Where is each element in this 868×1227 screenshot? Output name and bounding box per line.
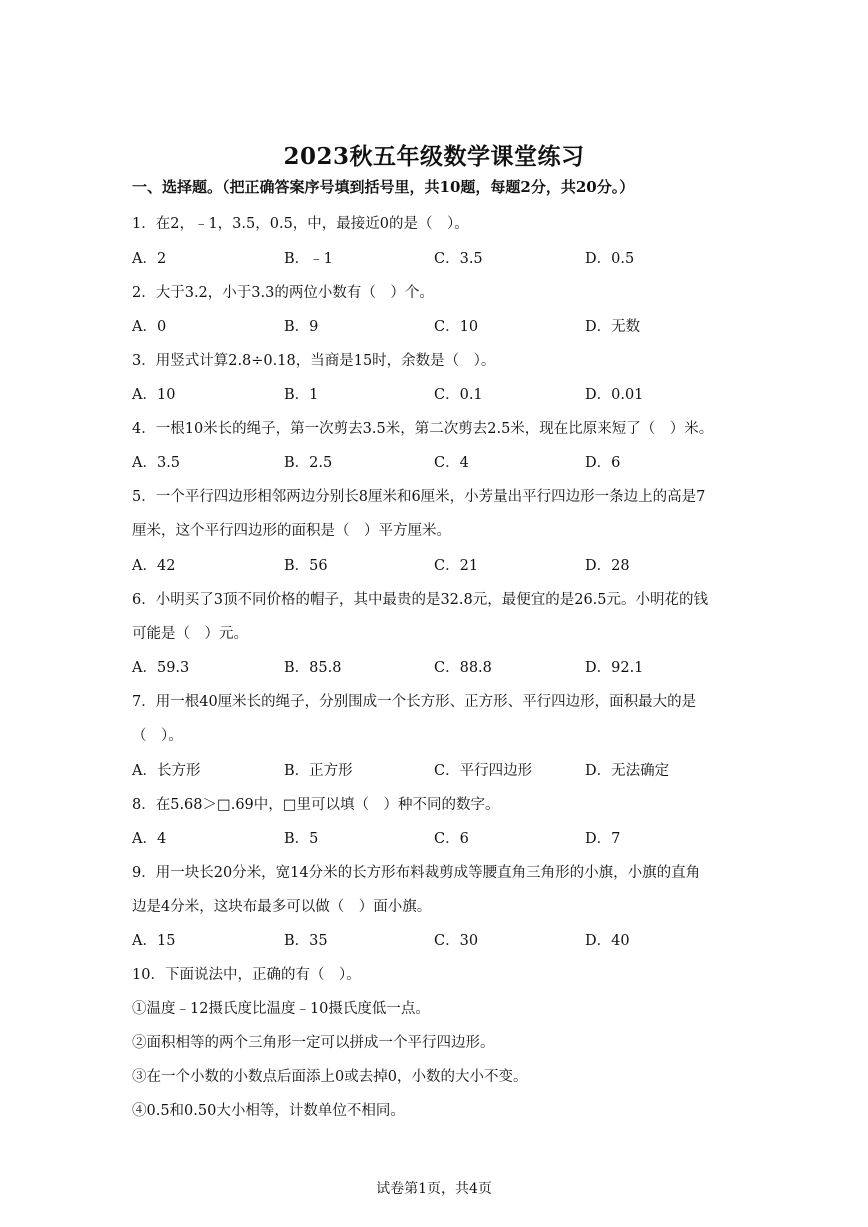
question-6: 6．小明买了3顶不同价格的帽子，其中最贵的是32.8元，最便宜的是26.5元。小明花的钱 — [132, 592, 709, 608]
option-d: D．28 — [585, 558, 630, 574]
option-a: A．10 — [132, 387, 176, 403]
page-title: 2023秋五年级数学课堂练习 — [283, 143, 585, 170]
option-b: B．9 — [284, 319, 319, 335]
option-a: A．4 — [132, 831, 167, 847]
question-7-continued: （ ）。 — [132, 728, 183, 744]
option-c: C．0.1 — [434, 387, 483, 403]
option-b: B．﹣1 — [284, 251, 333, 267]
option-c: C．10 — [434, 319, 479, 335]
question-2: 2．大于3.2，小于3.3的两位小数有（ ）个。 — [132, 285, 434, 301]
option-d: D．0.5 — [585, 251, 635, 267]
option-d: D．7 — [585, 831, 621, 847]
statement-4: ④0.5和0.50大小相等，计数单位不相同。 — [132, 1103, 405, 1119]
option-b: B．85.8 — [284, 660, 342, 676]
question-9: 9．用一块长20分米，宽14分米的长方形布料裁剪成等腰直角三角形的小旗，小旗的直角 — [132, 865, 701, 881]
option-b: B．1 — [284, 387, 319, 403]
statement-3: ③在一个小数的小数点后面添上0或去掉0，小数的大小不变。 — [132, 1069, 528, 1085]
question-5-options — [132, 556, 752, 576]
option-a: A．42 — [132, 558, 176, 574]
option-d: D．92.1 — [585, 660, 644, 676]
option-c: C．88.8 — [434, 660, 492, 676]
option-a: A．15 — [132, 933, 176, 949]
option-c: C．30 — [434, 933, 479, 949]
option-c: C．21 — [434, 558, 479, 574]
option-d: D．无法确定 — [585, 763, 670, 779]
question-1-options — [132, 249, 752, 269]
option-d: D．6 — [585, 455, 621, 471]
option-c: C．4 — [434, 455, 469, 471]
question-9-continued: 边是4分米，这块布最多可以做（ ）面小旗。 — [132, 899, 432, 915]
option-d: D．0.01 — [585, 387, 644, 403]
page-footer: 试卷第1页，共4页 — [376, 1181, 492, 1197]
question-6-continued: 可能是（ ）元。 — [132, 626, 248, 642]
option-b: B．2.5 — [284, 455, 333, 471]
question-10: 10．下面说法中，正确的有（ ）。 — [132, 967, 361, 983]
statement-2: ②面积相等的两个三角形一定可以拼成一个平行四边形。 — [132, 1035, 495, 1051]
option-d: D．无数 — [585, 319, 641, 335]
question-4: 4．一根10米长的绳子，第一次剪去3.5米，第二次剪去2.5米，现在比原来短了（ ）米。 — [132, 421, 714, 437]
section-heading: 一、选择题。（把正确答案序号填到括号里，共10题，每题2分，共20分。） — [132, 178, 635, 196]
option-b: B．正方形 — [284, 763, 353, 779]
option-b: B．5 — [284, 831, 319, 847]
option-b: B．56 — [284, 558, 328, 574]
option-b: B．35 — [284, 933, 328, 949]
option-c: C．平行四边形 — [434, 763, 533, 779]
question-1: 1．在2，﹣1，3.5，0.5，中，最接近0的是（ ）。 — [132, 216, 469, 232]
option-c: C．6 — [434, 831, 469, 847]
question-4-options — [132, 453, 752, 473]
question-3-options — [132, 385, 752, 405]
question-7-options — [132, 761, 752, 781]
question-2-options — [132, 317, 752, 337]
question-7: 7．用一根40厘米长的绳子，分别围成一个长方形、正方形、平行四边形，面积最大的是 — [132, 694, 697, 710]
option-a: A．3.5 — [132, 455, 181, 471]
question-6-options — [132, 658, 752, 678]
question-8: 8．在5.68＞□.69中，□里可以填（ ）种不同的数字。 — [132, 797, 500, 813]
question-5-continued: 厘米，这个平行四边形的面积是（ ）平方厘米。 — [132, 523, 451, 539]
question-3: 3．用竖式计算2.8÷0.18，当商是15时，余数是（ ）。 — [132, 353, 496, 369]
option-c: C．3.5 — [434, 251, 483, 267]
option-a: A．0 — [132, 319, 167, 335]
question-5: 5．一个平行四边形相邻两边分别长8厘米和6厘米，小芳量出平行四边形一条边上的高是7 — [132, 489, 706, 505]
statement-1: ①温度﹣12摄氏度比温度﹣10摄氏度低一点。 — [132, 1001, 430, 1017]
option-d: D．40 — [585, 933, 630, 949]
question-8-options — [132, 829, 752, 849]
question-9-options — [132, 931, 752, 951]
option-a: A．2 — [132, 251, 167, 267]
option-a: A．长方形 — [132, 763, 201, 779]
option-a: A．59.3 — [132, 660, 190, 676]
